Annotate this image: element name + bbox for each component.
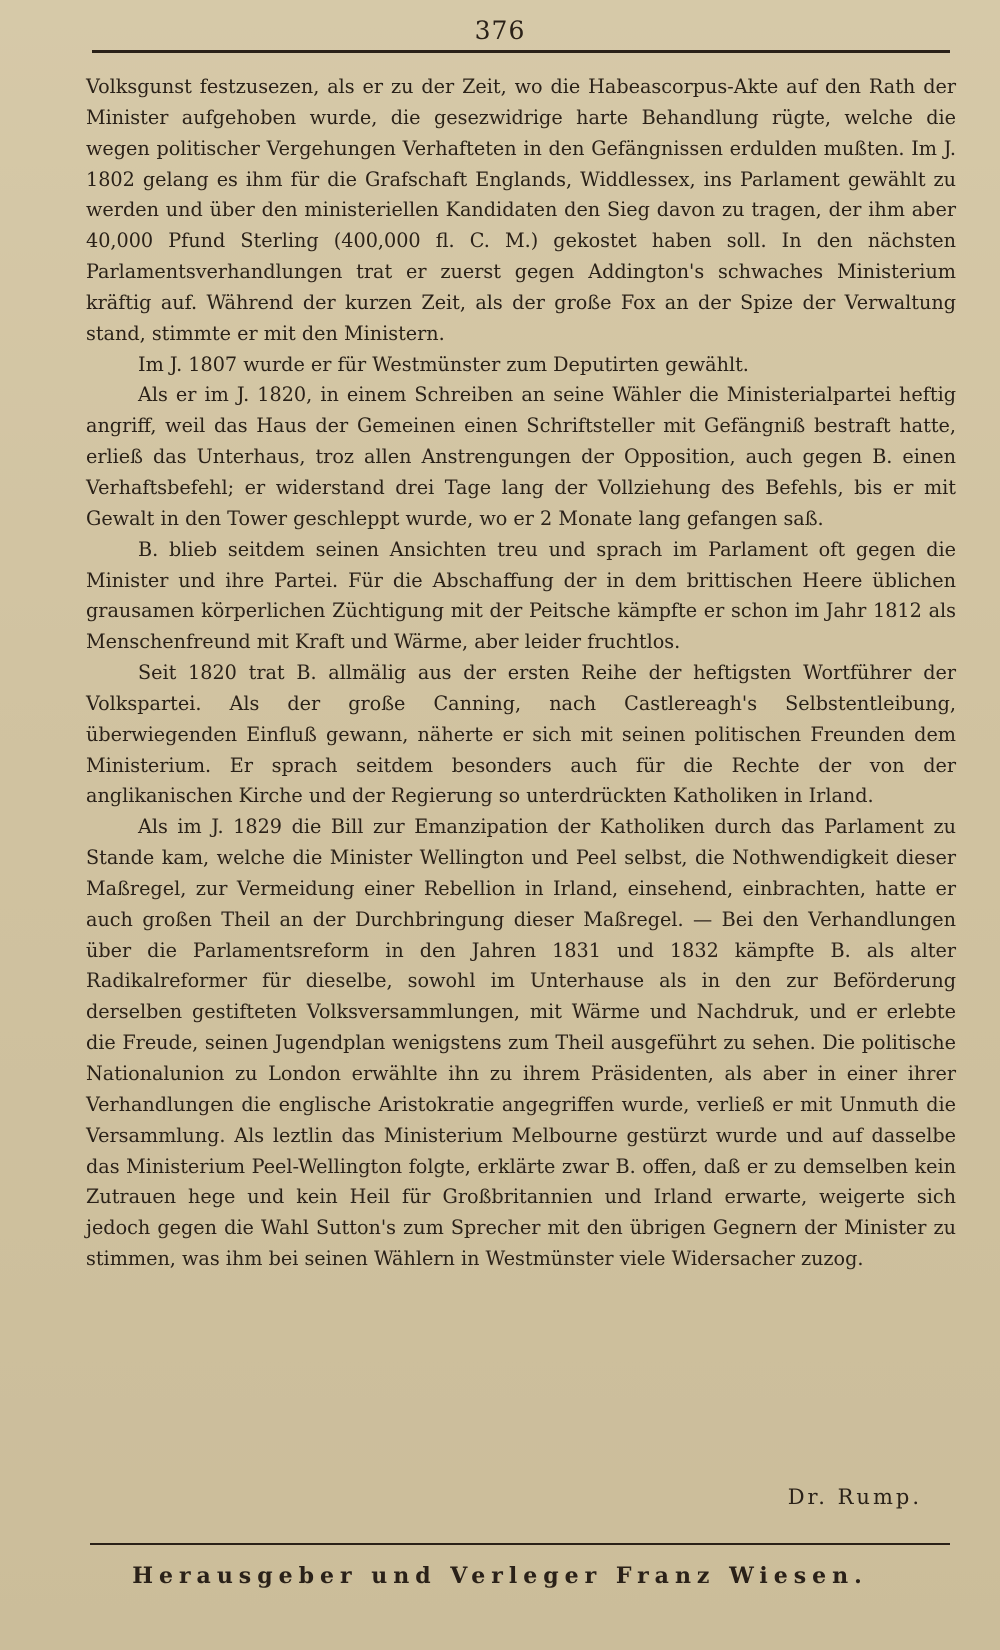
paragraph: Als im J. 1829 die Bill zur Emanzipation der Katholiken durch das Parlament zu Stande kam, welche die Minister Wellington und Peel selbst, die Nothwendigkeit dieser Maßregel, zur Vermeidung einer Rebellion in Irland, einsehend, einbrachten, hatte er auch großen Theil an der Durchbringung dieser Maßregel. — Bei den Verhandlungen über die Parlamentsreform in den Jahren 1831 und 1832 kämpfte B. als alter Radikalreformer für dieselbe, sowohl im Unterhause als in den zur Beförderung derselben gestifteten Volksversammlungen, mit Wärme und Nachdruk, und er erlebte die Freude, seinen Jugendplan wenigstens zum Theil ausgeführt zu sehen. Die politische Nationalunion zu London erwählte ihn zu ihrem Präsidenten, als aber in einer ihrer Verhandlungen die englische Aristokratie angegriffen wurde, verließ er mit Unmuth die Versammlung. Als leztlin das Ministerium Melbourne gestürzt wurde und auf dasselbe das Ministerium Peel-Wellington folgte, erklärte zwar B. offen, daß er zu demselben kein Zutrauen hege und kein Heil für Großbritannien und Irland erwarte, weigerte sich jedoch gegen die Wahl Sutton's zum Sprecher mit den übrigen Gegnern der Minister zu stimmen, was ihm bei seinen Wählern in Westmünster viele Widersacher zuzog.: [86, 815, 956, 1271]
paragraph: Als er im J. 1820, in einem Schreiben an seine Wähler die Ministerialpartei heftig angriff, weil das Haus der Gemeinen einen Schriftsteller mit Gefängniß bestraft hatte, erließ das Unterhaus, troz allen Anstrengungen der Opposition, auch gegen B. einen Verhaftsbefehl; er widerstand drei Tage lang der Vollziehung des Befehls, bis er mit Gewalt in den Tower geschleppt wurde, wo er 2 Monate lang gefangen saß.: [86, 383, 956, 530]
paragraph: Volksgunst festzusezen, als er zu der Zeit, wo die Habeascorpus-Akte auf den Rath der Minister aufgehoben wurde, die gesezwidrige harte Behandlung rügte, welche die wegen politischer Vergehungen Verhafteten in den Gefängnissen erdulden mußten. Im J. 1802 gelang es ihm für die Grafschaft Englands, Widdlessex, ins Parlament gewählt zu werden und über den ministeriellen Kandidaten den Sieg davon zu tragen, der ihm aber 40,000 Pfund Sterling (400,000 fl. C. M.) gekostet haben soll. In den nächsten Parlamentsverhandlungen trat er zuerst gegen Addington's schwaches Ministerium kräftig auf. Während der kurzen Zeit, als der große Fox an der Spize der Verwaltung stand, stimmte er mit den Ministern.: [86, 75, 956, 345]
paragraph: Seit 1820 trat B. allmälig aus der ersten Reihe der heftigsten Wortführer der Volkspartei. Als der große Canning, nach Castlereagh's Selbstentleibung, überwiegenden Einfluß gewann, näherte er sich mit seinen politischen Freunden dem Ministerium. Er sprach seitdem besonders auch für die Rechte der von der anglikanischen Kirche und der Regierung so unterdrückten Katholiken in Irland.: [86, 661, 956, 808]
page-number: 376: [474, 16, 526, 45]
author-signature: Dr. Rump.: [787, 1485, 922, 1509]
footer-rule: [90, 1543, 950, 1545]
paragraph: Im J. 1807 wurde er für Westmünster zum Deputirten gewählt.: [138, 352, 749, 376]
header-rule: [92, 50, 950, 53]
article-body: [86, 72, 956, 1275]
paragraph: B. blieb seitdem seinen Ansichten treu und sprach im Parlament oft gegen die Minister und ihre Partei. Für die Abschaffung der in dem brittischen Heere üblichen grausamen körperlichen Züchtigung mit der Peitsche kämpfte er schon im Jahr 1812 als Menschenfreund mit Kraft und Wärme, aber leider fruchtlos.: [86, 537, 956, 654]
publisher-line: Herausgeber und Verleger Franz Wiesen.: [132, 1563, 868, 1589]
